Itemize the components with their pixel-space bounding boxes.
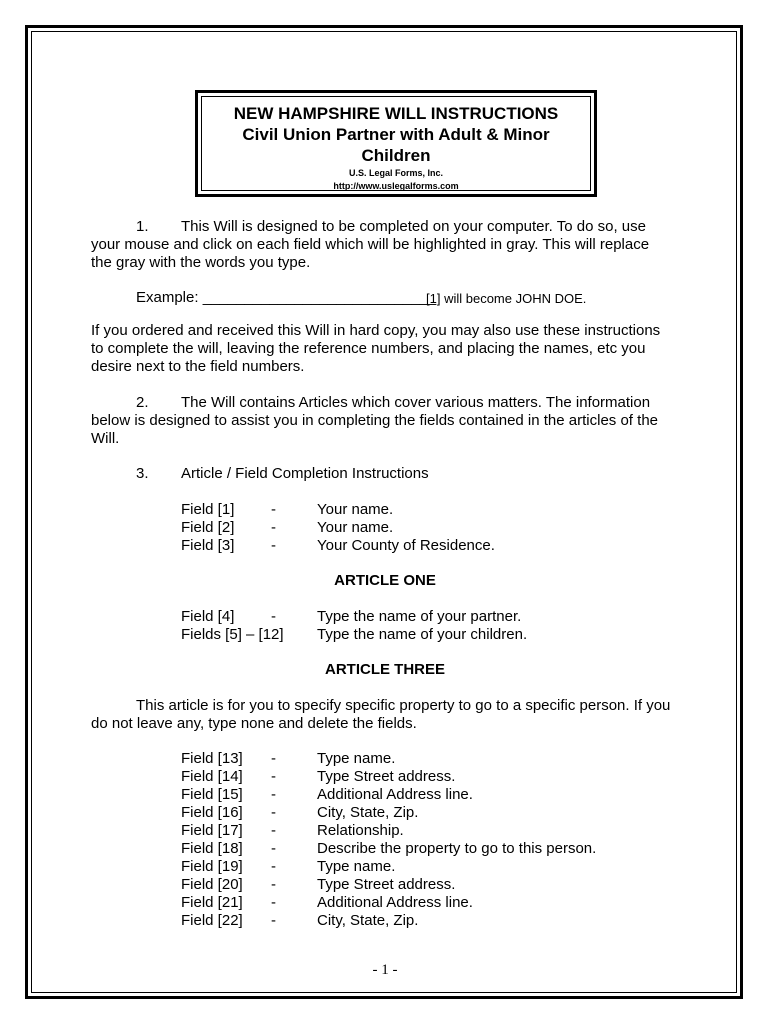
field-label: Fields [5] – [12] (181, 626, 284, 643)
title-line-3: Children (361, 146, 431, 165)
field-label: Field [13] (181, 750, 243, 767)
para3-text: Article / Field Completion Instructions (181, 465, 429, 482)
example-suffix: [1] will become JOHN DOE. (426, 291, 587, 306)
field-dash: - (271, 786, 276, 803)
article-three-line-2: do not leave any, type none and delete the fields. (91, 715, 417, 732)
hardcopy-line-2: to complete the will, leaving the reference numbers, and placing the names, etc you (91, 340, 646, 357)
field-description: Your name. (317, 519, 394, 536)
article-one-heading: ARTICLE ONE (334, 572, 436, 589)
example-label: Example: ____________________________ (136, 289, 437, 306)
field-dash: - (271, 608, 276, 625)
page-number: - 1 - (372, 962, 398, 978)
field-label: Field [16] (181, 804, 243, 821)
field-label: Field [17] (181, 822, 243, 839)
field-description: Your name. (317, 501, 394, 518)
article-three-heading: ARTICLE THREE (325, 661, 445, 678)
field-dash: - (271, 519, 276, 536)
field-label: Field [20] (181, 876, 243, 893)
field-label: Field [1] (181, 501, 235, 518)
field-dash: - (271, 822, 276, 839)
field-description: Relationship. (317, 822, 404, 839)
para1-line-3: the gray with the words you type. (91, 254, 311, 271)
field-dash: - (271, 876, 276, 893)
field-description: Describe the property to go to this person. (317, 840, 597, 857)
company-url: http://www.uslegalforms.com (333, 181, 459, 191)
field-dash: - (271, 768, 276, 785)
company-name: U.S. Legal Forms, Inc. (348, 168, 444, 178)
field-description: Type the name of your partner. (317, 608, 522, 625)
field-dash: - (271, 840, 276, 857)
field-dash: - (271, 858, 276, 875)
field-dash: - (271, 804, 276, 821)
hardcopy-line-3: desire next to the field numbers. (91, 358, 305, 375)
field-description: Your County of Residence. (317, 537, 495, 554)
field-label: Field [14] (181, 768, 243, 785)
para1-line-2: your mouse and click on each field which will be highlighted in gray. This will replace (91, 236, 650, 253)
para2-line-3: Will. (91, 430, 120, 447)
title-line-1: NEW HAMPSHIRE WILL INSTRUCTIONS (233, 104, 559, 123)
field-dash: - (271, 894, 276, 911)
field-label: Field [22] (181, 912, 243, 929)
field-dash: - (271, 537, 276, 554)
field-label: Field [21] (181, 894, 243, 911)
field-dash: - (271, 501, 276, 518)
field-dash: - (271, 912, 276, 929)
title-box (195, 90, 597, 197)
para2-number: 2. (136, 394, 149, 411)
hardcopy-line-1: If you ordered and received this Will in hard copy, you may also use these instructions (91, 322, 661, 339)
field-description: Additional Address line. (317, 894, 473, 911)
field-label: Field [15] (181, 786, 243, 803)
field-description: Type name. (317, 750, 396, 767)
para2-line-1: The Will contains Articles which cover various matters. The information (181, 394, 651, 411)
field-description: Type Street address. (317, 768, 456, 785)
field-label: Field [18] (181, 840, 243, 857)
para1-number: 1. (136, 218, 149, 235)
field-description: Additional Address line. (317, 786, 473, 803)
field-label: Field [3] (181, 537, 235, 554)
para2-line-2: below is designed to assist you in completing the fields contained in the articles of the (91, 412, 658, 429)
field-description: City, State, Zip. (317, 912, 419, 929)
field-description: Type name. (317, 858, 396, 875)
para1-line-1: This Will is designed to be completed on your computer. To do so, use (181, 218, 646, 235)
field-description: Type Street address. (317, 876, 456, 893)
field-label: Field [2] (181, 519, 235, 536)
para3-number: 3. (136, 465, 149, 482)
field-label: Field [4] (181, 608, 235, 625)
title-line-2: Civil Union Partner with Adult & Minor (242, 125, 550, 144)
field-description: City, State, Zip. (317, 804, 419, 821)
field-label: Field [19] (181, 858, 243, 875)
article-three-line-1: This article is for you to specify specific property to go to a specific person. If you (136, 697, 671, 714)
field-description: Type the name of your children. (317, 626, 528, 643)
field-dash: - (271, 750, 276, 767)
